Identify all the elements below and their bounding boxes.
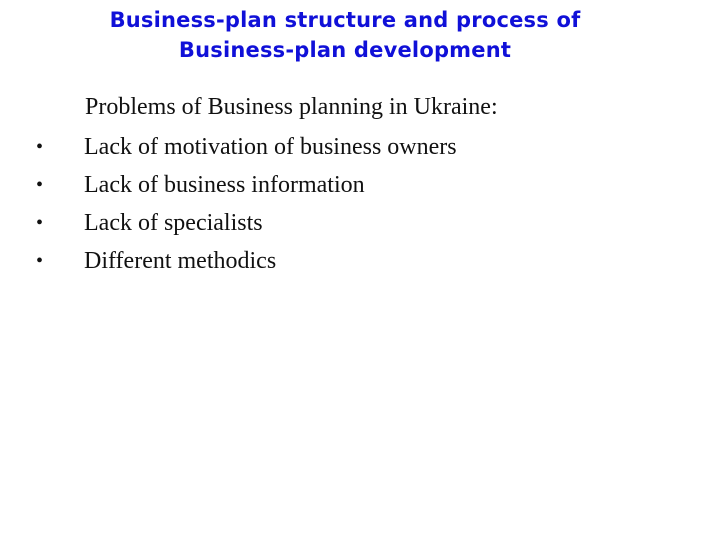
title-line-2: Business-plan development	[178, 38, 512, 62]
intro-text: Problems of Business planning in Ukraine:	[85, 94, 498, 120]
title-line-1: Business-plan structure and process of	[109, 8, 581, 32]
bullet-text: Lack of business information	[84, 172, 365, 198]
bullet-dot-icon: •	[36, 174, 44, 196]
bullet-text: Different methodics	[84, 248, 277, 274]
slide-title	[20, 5, 670, 65]
bullet-dot-icon: •	[36, 250, 44, 272]
bullet-dot-icon: •	[36, 136, 44, 158]
bullet-text: Lack of specialists	[84, 210, 263, 236]
bullet-dot-icon: •	[36, 212, 44, 234]
bullet-text: Lack of motivation of business owners	[84, 134, 457, 160]
